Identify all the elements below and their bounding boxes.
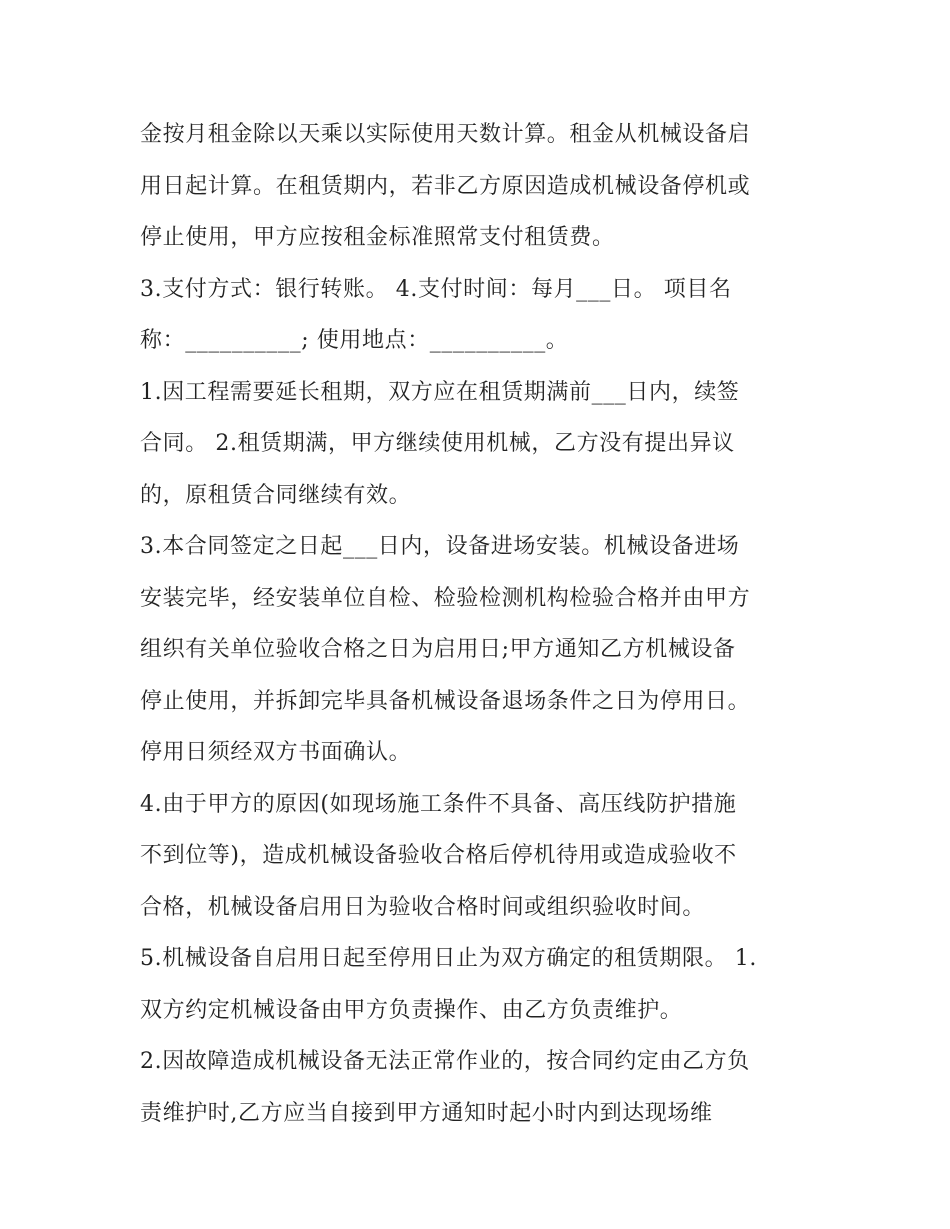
text-line: 不到位等)，造成机械设备验收合格后停机待用或造成验收不 (140, 843, 737, 868)
text-line: 3.支付方式：银行转账。 4.支付时间：每月___日。 项目名 (140, 276, 732, 302)
text-line: 停止使用，甲方应按租金标准照常支付租赁费。 (140, 225, 615, 250)
text-line: 称：__________; 使用地点：__________。 (140, 328, 569, 353)
contract-text (140, 109, 820, 1139)
text-line: 3.本合同签定之日起___日内，设备进场安装。机械设备进场 (140, 534, 740, 559)
text-line: 金按月租金除以天乘以实际使用天数计算。租金从机械设备启 (140, 122, 751, 147)
text-line: 组织有关单位验收合格之日为启用日;甲方通知乙方机械设备 (140, 637, 736, 662)
text-line: 双方约定机械设备由甲方负责操作、由乙方负责维护。 (140, 997, 683, 1023)
text-line: 1.因工程需要延长租期，双方应在租赁期满前___日内，续签 (140, 379, 740, 405)
text-line: 停用日须经双方书面确认。 (140, 740, 412, 765)
text-line: 合格，机械设备启用日为验收合格时间或组织验收时间。 (140, 894, 706, 920)
text-line: 安装完毕，经安装单位自检、检验检测机构检验合格并由甲方 (140, 585, 751, 611)
text-line: 的，原租赁合同继续有效。 (140, 482, 412, 508)
text-line: 合同。 2.租赁期满，甲方继续使用机械，乙方没有提出异议 (140, 431, 735, 456)
text-line: 2.因故障造成机械设备无法正常作业的，按合同约定由乙方负 (140, 1049, 750, 1074)
text-line: 停止使用，并拆卸完毕具备机械设备退场条件之日为停用日。 (140, 688, 751, 714)
text-line: 用日起计算。在租赁期内，若非乙方原因造成机械设备停机或 (140, 173, 751, 199)
text-line: 责维护时,乙方应当自接到甲方通知时起小时内到达现场维 (140, 1100, 713, 1126)
text-line: 4.由于甲方的原因(如现场施工条件不具备、高压线防护措施 (140, 791, 737, 817)
text-line: 5.机械设备自启用日起至停用日止为双方确定的租赁期限。 1. (140, 946, 757, 971)
